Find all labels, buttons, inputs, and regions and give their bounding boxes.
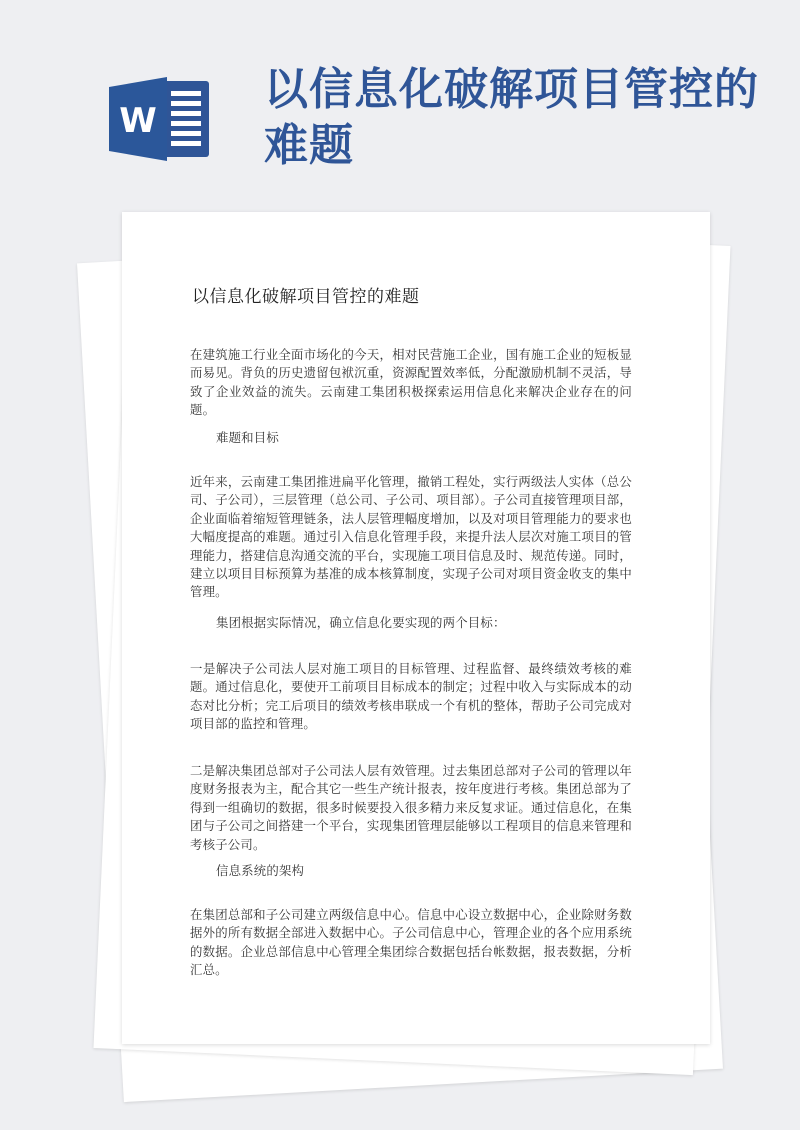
document-title: 以信息化破解项目管控的难题	[192, 287, 420, 307]
paragraph: 在建筑施工行业全面市场化的今天，相对民营施工企业，国有施工企业的短板显而易见。背负的历史遗留包袱沉重，资源配置效率低，分配激励机制不灵活，导致了企业效益的流失。云南建工集团积极探索运用信息化来解决企业存在的问题。	[190, 347, 632, 418]
section-heading: 集团根据实际情况，确立信息化要实现的两个目标：	[216, 615, 506, 630]
paragraph: 近年来，云南建工集团推进扁平化管理，撤销工程处，实行两级法人实体（总公司、子公司），三层管理（总公司、子公司、项目部）。子公司直接管理项目部，企业面临着缩短管理链条，法人层管理幅度增加，以及对项目管理能力的要求也大幅度提高的难题。通过引入信息化管理手段，来提升法人层次对施工项目的管理能力，搭建信息沟通交流的平台，实现施工项目信息及时、规范传递。同时，建立以项目目标预算为基准的成本核算制度，实现子公司对项目资金收支的集中管理。	[190, 474, 632, 600]
paragraph: 一是解决子公司法人层对施工项目的目标管理、过程监督、最终绩效考核的难题。通过信息化，要使开工前项目目标成本的制定；过程中收入与实际成本的动态对比分析；完工后项目的绩效考核串联成一个有机的整体，帮助子公司完成对项目部的监控和管理。	[190, 661, 632, 732]
page-title: 以信息化破解项目管控的难题	[264, 64, 759, 171]
paragraph: 二是解决集团总部对子公司法人层有效管理。过去集团总部对子公司的管理以年度财务报表为主，配合其它一些生产统计报表，按年度进行考核。集团总部为了得到一组确切的数据，很多时候要投入很多精力来反复求证。通过信息化，在集团与子公司之间搭建一个平台，实现集团管理层能够以工程项目的信息来管理和考核子公司。	[190, 763, 632, 852]
paragraph: 在集团总部和子公司建立两级信息中心。信息中心设立数据中心，企业除财务数据外的所有数据全部进入数据中心。子公司信息中心，管理企业的各个应用系统的数据。企业总部信息中心管理全集团综合数据包括台帐数据，报表数据，分析汇总。	[190, 907, 632, 978]
word-document-icon	[109, 77, 215, 161]
section-heading: 难题和目标	[216, 430, 279, 445]
word-icon-letter: W	[119, 101, 157, 141]
section-heading: 信息系统的架构	[216, 863, 305, 878]
